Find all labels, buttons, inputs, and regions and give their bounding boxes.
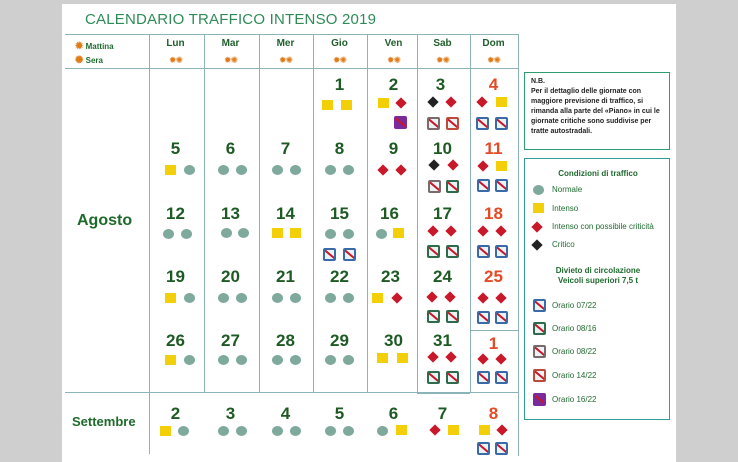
day-number: 14 [276,204,295,223]
normal-marker [184,293,195,303]
sun-icons: ✹✺ [278,55,293,65]
normal-marker [325,293,336,303]
day-number: 25 [484,267,503,286]
legend-ban-1622: Orario 16/22 [552,395,597,404]
day-number: 4 [280,404,291,423]
normal-marker [272,165,283,175]
sun-icons: ✹✺ [486,55,501,65]
normal-marker [325,165,336,175]
normal-marker [236,355,247,365]
ban-0816-icon [446,371,459,384]
ban-0722-icon [495,311,508,324]
note-text: Per il dettaglio delle giornate con maggiore previsione di traffico, si rimanda alla parte del «Piano» in cui le giornate critiche sono suddivise per tratte autostradali. [531,88,660,135]
intense-legend-icon [533,203,544,213]
normal-marker [221,228,232,238]
legend-intense-critical: Intenso con possibile criticità [552,222,654,231]
normal-marker [290,355,301,365]
normal-marker [290,165,301,175]
day-number: 4 [488,75,499,94]
ban-title-2: Veicoli superiori 7,5 t [557,276,639,285]
day-number: 27 [221,331,240,350]
ban-0816-icon [446,310,459,323]
sun-icons: ✹✺ [168,55,183,65]
intense-marker [341,100,352,110]
grid-line [470,330,518,331]
ban-0816-legend-icon [533,322,546,335]
ban-0722-icon [477,245,490,258]
intense-marker [496,161,507,171]
day-number: 20 [221,267,240,286]
day-number: 5 [334,404,345,423]
normal-marker [238,228,249,238]
intense-marker [377,353,388,363]
grid-line [65,68,518,69]
sun-icons: ✹✺ [332,55,347,65]
intense-marker [479,425,490,435]
day-number: 30 [384,331,403,350]
normal-legend-icon [533,185,544,195]
weekday-mon: Lun [166,38,185,49]
day-number: 28 [276,331,295,350]
ban-1622-legend-icon [533,393,546,406]
ban-0722-icon [495,179,508,192]
grid-line [149,34,150,454]
normal-marker [236,293,247,303]
day-number: 7 [437,404,448,423]
legend-intense: Intenso [552,204,579,213]
intense-marker [165,165,176,175]
normal-marker [236,165,247,175]
month-september: Settembre [72,414,136,429]
weekday-tue: Mar [221,38,240,49]
intense-marker [372,293,383,303]
ban-0816-icon [446,180,459,193]
normal-marker [343,165,354,175]
ban-0722-icon [495,371,508,384]
ban-0822-icon [427,117,440,130]
day-number: 29 [330,331,349,350]
ban-0816-icon [446,245,459,258]
sun-icons: ✹✺ [223,55,238,65]
ban-0722-icon [477,311,490,324]
grid-line [518,34,519,456]
day-number: 11 [484,139,503,158]
ban-0722-icon [476,117,489,130]
month-august: Agosto [77,212,133,229]
day-number: 3 [435,75,446,94]
normal-marker [377,426,388,436]
legend-evening-label: Sera [85,56,103,65]
normal-marker [181,229,192,239]
legend-morning-label: Mattina [85,42,114,51]
day-number: 9 [388,139,399,158]
ban-0722-icon [343,248,356,261]
weekday-sat: Sab [433,38,452,49]
day-number: 8 [334,139,345,158]
day-number: 2 [388,75,399,94]
intense-critical-legend-icon [531,221,542,232]
legend-ban-1422: Orario 14/22 [552,371,597,380]
ban-0722-icon [477,442,490,455]
day-number: 6 [388,404,399,423]
ban-1622-icon [394,116,407,129]
day-number: 22 [330,267,349,286]
day-number: 8 [488,404,499,423]
intense-marker [165,355,176,365]
ban-0816-icon [427,310,440,323]
day-number: 19 [166,267,185,286]
day-number: 7 [280,139,291,158]
page-title: CALENDARIO TRAFFICO INTENSO 2019 [85,11,377,28]
normal-marker [163,229,174,239]
ban-0722-icon [477,371,490,384]
ban-0822-icon [428,180,441,193]
normal-marker [178,426,189,436]
weekday-sun: Dom [482,38,505,49]
day-number: 6 [225,139,236,158]
normal-marker [325,229,336,239]
note-title: N.B. [531,78,545,85]
day-number: 31 [433,331,452,350]
conditions-title: Condizioni di traffico [558,169,638,178]
ban-0722-icon [495,442,508,455]
intense-marker [448,425,459,435]
intense-marker [290,228,301,238]
sun-icon: ✹ [75,41,84,52]
grid-line [65,34,518,35]
day-number: 1 [334,75,345,94]
intense-marker [396,425,407,435]
normal-marker [236,426,247,436]
ban-0816-icon [427,371,440,384]
normal-marker [290,426,301,436]
legend-morning [75,41,114,52]
intense-marker [496,97,507,107]
normal-marker [343,293,354,303]
day-number: 2 [170,404,181,423]
intense-marker [272,228,283,238]
legend-ban-0822: Orario 08/22 [552,347,597,356]
legend-evening [75,55,103,66]
intense-marker [160,426,171,436]
normal-marker [272,426,283,436]
day-number: 5 [170,139,181,158]
sun-icons: ✹✺ [386,55,401,65]
normal-marker [184,355,195,365]
ban-0722-icon [477,179,490,192]
normal-marker [290,293,301,303]
weekday-thu: Gio [331,38,348,49]
day-number: 15 [330,204,349,223]
ban-0722-icon [323,248,336,261]
day-number: 1 [488,334,499,353]
normal-marker [325,426,336,436]
weekday-wed: Mer [276,38,295,49]
normal-marker [272,293,283,303]
normal-marker [218,355,229,365]
day-number: 16 [380,204,399,223]
day-number: 23 [381,267,400,286]
normal-marker [376,229,387,239]
legend-normal: Normale [552,185,583,194]
note-box [524,72,670,150]
ban-1422-icon [446,117,459,130]
sunset-icon: ✺ [75,55,84,66]
normal-marker [218,165,229,175]
legend-ban-0722: Orario 07/22 [552,301,597,310]
normal-marker [272,355,283,365]
intense-marker [165,293,176,303]
intense-marker [322,100,333,110]
normal-marker [343,426,354,436]
normal-marker [218,426,229,436]
normal-marker [218,293,229,303]
day-number: 26 [166,331,185,350]
ban-0822-legend-icon [533,345,546,358]
day-number: 3 [225,404,236,423]
day-number: 24 [433,267,452,286]
weekday-fri: Ven [384,38,403,49]
intense-marker [393,228,404,238]
ban-0816-icon [427,245,440,258]
normal-marker [343,355,354,365]
grid-line [417,393,470,394]
day-number: 18 [484,204,503,223]
ban-0722-icon [495,245,508,258]
day-number: 10 [433,139,452,158]
ban-title-1: Divieto di circolazione [555,266,641,275]
sun-icons: ✹✺ [435,55,450,65]
day-number: 13 [221,204,240,223]
traffic-legend [524,158,670,420]
day-number: 21 [276,267,295,286]
intense-marker [378,98,389,108]
day-number: 17 [433,204,452,223]
normal-marker [343,229,354,239]
normal-marker [184,165,195,175]
ban-0722-legend-icon [533,299,546,312]
day-number: 12 [166,204,185,223]
legend-critical: Critico [552,240,575,249]
normal-marker [325,355,336,365]
intense-marker [397,353,408,363]
critical-legend-icon [531,239,542,250]
ban-0722-icon [495,117,508,130]
ban-1422-legend-icon [533,369,546,382]
legend-ban-0816: Orario 08/16 [552,324,597,333]
